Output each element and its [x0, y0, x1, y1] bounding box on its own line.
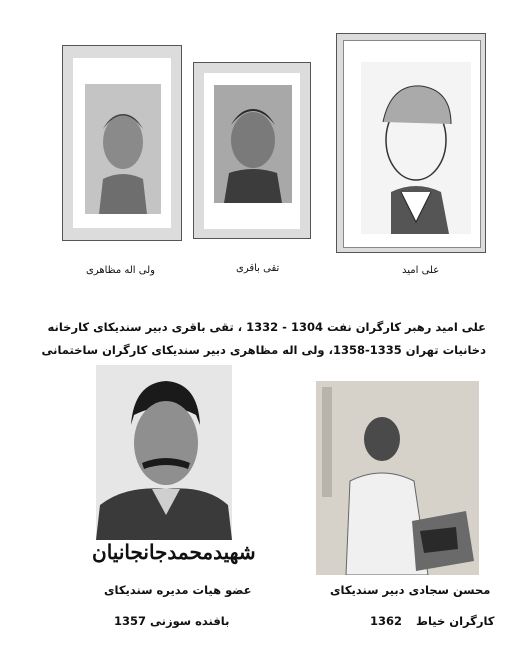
caption-line-2: دخانیات تهران 1335-1358، ولی اله مظاهری دبیر سندیکای کارگران ساختمانی: [41, 343, 486, 357]
bottom-right-role: محسن سجادی دبیر سندیکای: [330, 583, 491, 597]
portrait-photo-3: [361, 62, 471, 234]
bottom-right-photo: [316, 381, 479, 575]
portrait-frame-3: [336, 33, 486, 253]
portrait-photo-1: [85, 84, 161, 214]
portrait-photo-2: [214, 85, 292, 203]
caption-line-1: علی امید رهبر کارگران نفت 1304 - 1332 ، تقی باقری دبیر سندیکای کارخانه: [47, 320, 486, 334]
portrait-frame-1: [62, 45, 182, 241]
bottom-left-role: عضو هیات مدیره سندیکای: [104, 583, 252, 597]
portrait-label-1: ولی اله مظاهری: [86, 265, 155, 276]
bottom-left-printed-name: شهیدمحمدجانجانیان: [92, 540, 256, 564]
portrait-label-3: علی امید: [402, 265, 440, 276]
bottom-left-trade: بافنده سوزنی 1357: [114, 614, 230, 628]
bottom-left-portrait: [96, 365, 232, 540]
bottom-right-trade-label: کارگران خیاط: [416, 614, 495, 628]
portrait-label-2: تقی باقری: [236, 263, 280, 274]
portrait-frame-2: [193, 62, 311, 239]
bottom-right-trade-year: 1362: [370, 614, 403, 628]
